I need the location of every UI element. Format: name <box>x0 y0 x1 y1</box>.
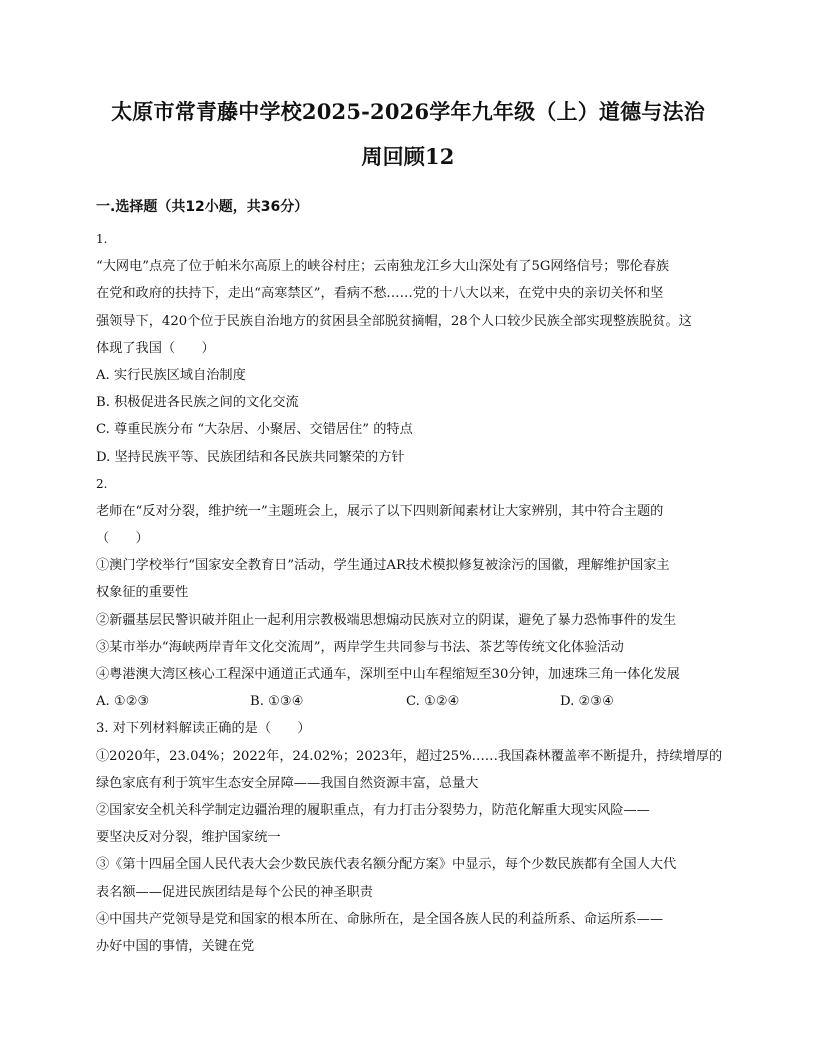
material-item-line: ④中国共产党领导是党和国家的根本所在、命脉所在，是全国各族人民的利益所系、命运所系—— <box>96 911 664 927</box>
answer-options-row <box>96 688 722 715</box>
answer-option-a: A. 实行民族区域自治制度 <box>96 367 246 383</box>
material-item-line: 办好中国的事情，关键在党 <box>96 938 255 954</box>
question-list <box>96 226 722 960</box>
answer-option-b: B. 积极促进各民族之间的文化交流 <box>96 395 299 411</box>
document-title: 太原市常青藤中学校2025-2026学年九年级（上）道德与法治 <box>111 99 705 124</box>
question-stem-line: 3. 对下列材料解读正确的是（ ） <box>96 721 311 737</box>
question-number: 2. <box>96 476 108 491</box>
section-heading: 一.选择题（共12小题，共36分） <box>96 199 309 215</box>
material-item-line: ③《第十四届全国人民代表大会少数民族代表名额分配方案》中显示，每个少数民族都有全国人大代 <box>96 857 677 873</box>
material-item-line: 绿色家底有利于筑牢生态安全屏障——我国自然资源丰富，总量大 <box>96 775 479 791</box>
question-stem-line: 老师在“反对分裂，维护统一”主题班会上，展示了以下四则新闻素材让大家辨别，其中符合主题的 <box>96 503 664 519</box>
material-item-line: ①澳门学校举行“国家安全教育日”活动，学生通过AR技术模拟修复被涂污的国徽，理解维护国家主 <box>96 558 670 574</box>
answer-option-c: C. 尊重民族分布 “大杂居、小聚居、交错居住” 的特点 <box>96 422 413 438</box>
question-stem-line: “大网电”点亮了位于帕米尔高原上的峡谷村庄；云南独龙江乡大山深处有了5G网络信号；鄂伦春族 <box>96 259 670 275</box>
material-item-line: ①2020年，23.04%；2022年，24.02%；2023年，超过25%……我国森林覆盖率不断提升，持续增厚的 <box>96 748 723 764</box>
material-item-line: ②国家安全机关科学制定边疆治理的履职重点，有力打击分裂势力，防范化解重大现实风险—— <box>96 802 650 818</box>
material-item-line: ④粤港澳大湾区核心工程深中通道正式通车，深圳至中山车程缩短至30分钟，加速珠三角一体化发展 <box>96 667 680 682</box>
document-subtitle: 周回顾12 <box>361 144 455 169</box>
material-item-line: 要坚决反对分裂，维护国家统一 <box>96 830 281 846</box>
question-stem-line: 强领导下，420个位于民族自治地方的贫困县全部脱贫摘帽，28个人口较少民族全部实现整族脱贫。这 <box>96 313 692 329</box>
material-item-line: 表名额——促进民族团结是每个公民的神圣职责 <box>96 884 373 900</box>
material-item-line: ②新疆基层民警识破并阻止一起利用宗教极端思想煽动民族对立的阴谋，避免了暴力恐怖事件的发生 <box>96 612 677 628</box>
answer-option-a: A. ①②③ <box>96 694 150 710</box>
answer-option-c: C. ①②④ <box>406 694 460 710</box>
question-stem-line: 在党和政府的扶持下，走出“高寒禁区”，看病不愁……党的十八大以来，在党中央的亲切关怀和坚 <box>96 286 664 302</box>
answer-option-d: D. ②③④ <box>560 694 614 710</box>
question-stem-line: （ ） <box>96 531 149 547</box>
answer-option-d: D. 坚持民族平等、民族团结和各民族共同繁荣的方针 <box>96 449 405 465</box>
question-number: 1. <box>96 232 108 246</box>
question-stem-line: 体现了我国（ ） <box>96 340 215 356</box>
material-item-line: 权象征的重要性 <box>96 585 189 601</box>
material-item-line: ③某市举办“海峡两岸青年文化交流周”，两岸学生共同参与书法、茶艺等传统文化体验活动 <box>96 639 624 655</box>
answer-option-b: B. ①③④ <box>250 694 304 710</box>
